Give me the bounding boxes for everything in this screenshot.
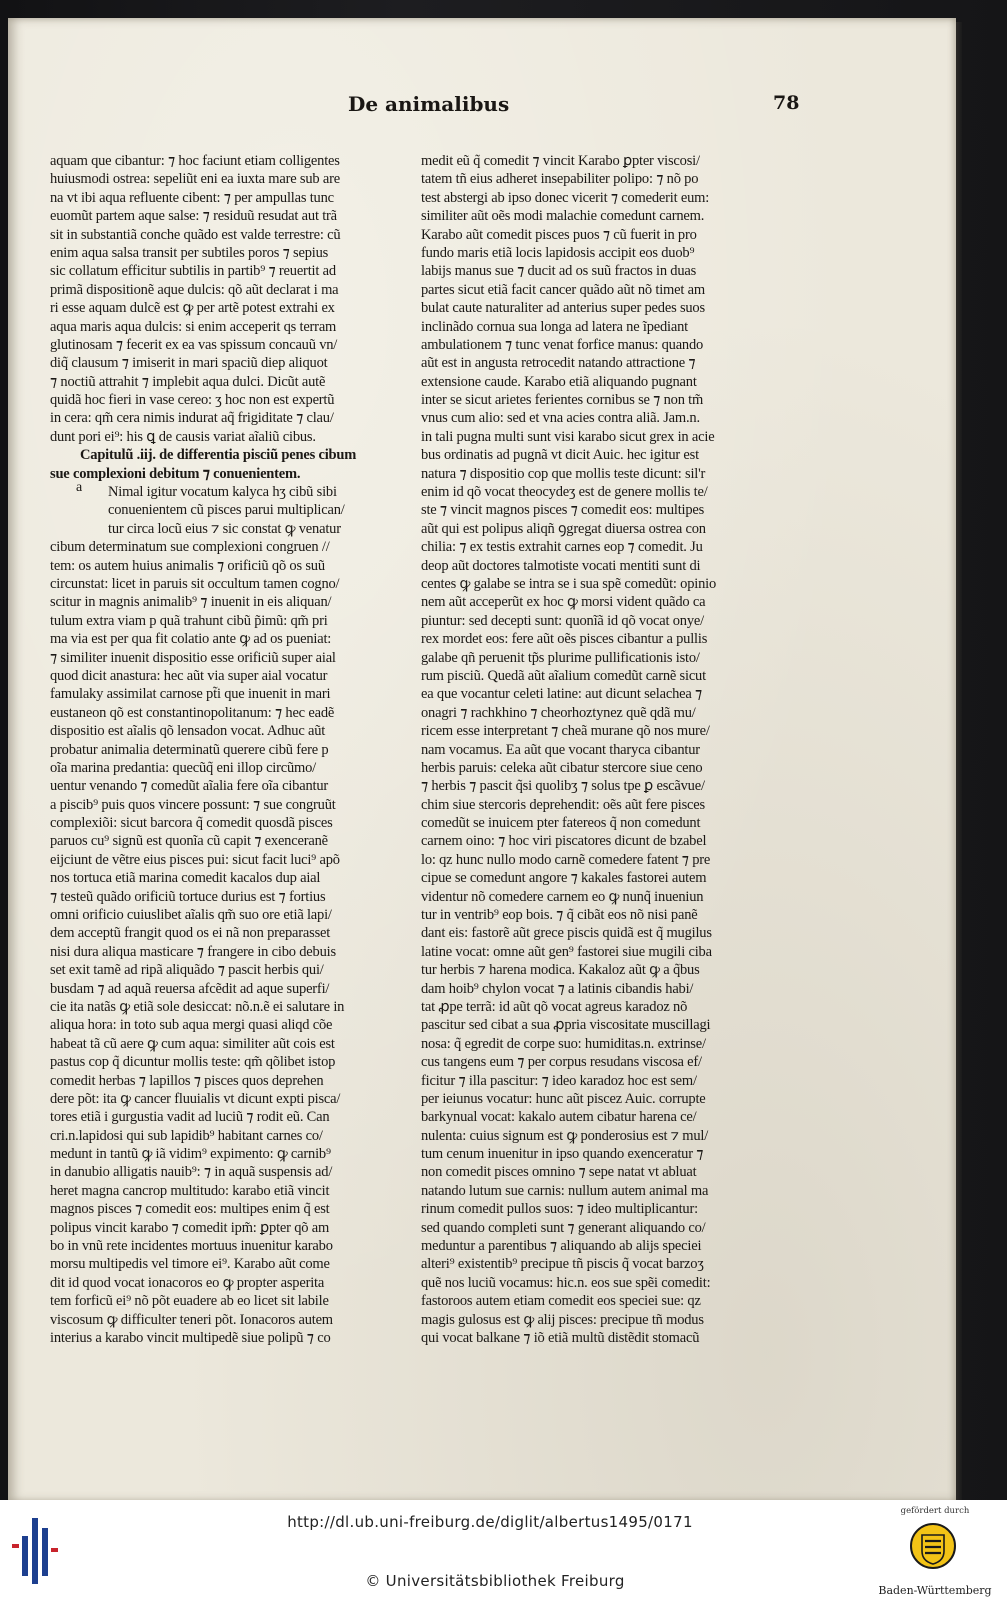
text-line: tur in ventrib⁹ eop bois. ⁊ q̃ cibãt eos nõ nisi panẽ [421, 907, 698, 924]
text-line: uentur venando ⁊ comedũt aĩalia fere oĩa cibantur [50, 778, 329, 795]
folio-number: 78 [773, 92, 800, 114]
text-line: enim aqua salsa transit per subtiles poros ⁊ sepius [50, 244, 329, 261]
text-line: extensione caude. Karabo etiã aliquando pugnant [421, 373, 697, 390]
document-url-link[interactable]: http://dl.ub.uni-freiburg.de/diglit/albertus1495/0171 [287, 1513, 693, 1531]
text-line: galabe qñ peruenit tp̃s plurime pullificationis isto/ [421, 649, 700, 666]
text-line: oĩa marina predantia: quecũq̃ eni illop circũmo/ [50, 759, 317, 776]
text-line: tem: os autem huius animalis ⁊ orificiũ qõ os suũ [50, 557, 325, 574]
marginal-letter: a [76, 480, 83, 495]
text-line: piuntur: sed decepti sunt: quonĩã id qõ vocat onye/ [421, 612, 704, 629]
text-line: ficitur ⁊ illa pascitur: ⁊ ideo karadoz hoc est sem/ [421, 1072, 697, 1089]
text-line: ⁊ similiter inuenit dispositio esse orificiũ super aial [50, 649, 336, 666]
text-line: quidã hoc fieri in vase cereo: ʒ hoc non est expertũ [50, 392, 335, 409]
text-line: tem forficũ ei⁹ nõ põt euadere ab eo licet sit labile [50, 1293, 329, 1310]
text-line: inter se sicut arietes ferientes cornibus se ⁊ non tm̃ [421, 392, 704, 409]
text-line: set exit tamẽ ad ripã aliquãdo ⁊ pascit herbis qui/ [50, 962, 324, 979]
text-line: in cera: qm̃ cera nimis indurat aq̃ frigiditate ⁊ clau/ [50, 410, 334, 427]
funded-by-label: gefördert durch [900, 1506, 970, 1516]
text-line: dispositio est aĩalis qõ lensadon vocat. Adhuc aũt [50, 723, 326, 740]
text-line: nulenta: cuius signum est ꝙ ponderosius est ⁊ mul/ [421, 1127, 709, 1144]
text-line: paruos cu⁹ signũ est quonĩa cũ capit ⁊ exenceranẽ [50, 833, 328, 850]
text-line: eustaneon qõ est constantinopolitanum: ⁊ hec eadẽ [50, 704, 335, 721]
text-line: viscosum ꝙ difficulter teneri põt. Ionacoros autem [50, 1311, 333, 1328]
text-line: tur circa locũ eius ⁊ sic constat ꝙ venatur [108, 520, 341, 537]
text-line: herbis paruis: celeka aũt cibatur stercore siue ceno [421, 759, 703, 776]
text-line: cie ita natãs ꝙ etiã sole desiccat: nõ.n.ẽ ei salutare in [50, 998, 345, 1015]
text-line: similiter aũt oẽs modi malachie comedunt carnem. [421, 208, 705, 225]
text-line: cri.n.lapidosi qui sub lapidib⁹ habitant carnes co/ [50, 1127, 323, 1144]
text-line: aũt est in angusta retrocedit natando attractione ⁊ [421, 355, 696, 372]
text-line: Capitulũ .iij. de differentia pisciũ penes cibum [80, 447, 357, 464]
text-line: primã dispositionẽ aque dulcis: qõ aũt declarat i ma [50, 281, 339, 298]
text-line: nos tortuca etiã marina comedit kacalos dup aial [50, 870, 321, 887]
text-line: comedũt se inuicem pter fatereos q̃ non comedunt [421, 815, 701, 832]
text-line: aquam que cibantur: ⁊ hoc faciunt etiam colligentes [50, 153, 340, 169]
text-line: tur herbis ⁊ harena modica. Kakaloz aũt ꝙ a q̃bus [421, 962, 700, 979]
text-line: ri esse aquam dulcẽ est ꝙ per artẽ potest extrahi ex [50, 300, 335, 317]
text-line: complexiõi: sicut barcora q̃ comedit quosdã pisces [50, 815, 333, 832]
text-line: Nimal igitur vocatum kalyca hʒ cibũ sibi [108, 484, 337, 501]
text-line: diq̃ clausum ⁊ imiserit in mari spaciũ diep aliquot [50, 355, 328, 372]
text-line: ea que vocantur celeti latine: aut dicunt selachea ⁊ [421, 686, 703, 703]
text-line: non comedit pisces omnino ⁊ sepe natat vt abluat [421, 1164, 697, 1181]
text-line: na vt ibi aqua refluente cibent: ⁊ per ampullas tunc [50, 189, 334, 206]
text-line: tum cenum inuenitur in ipso quando exenceratur ⁊ [421, 1146, 704, 1163]
text-line: meduntur a parentibus ⁊ aliquando ab alijs speciei [421, 1238, 702, 1255]
text-line: busdam ⁊ ad aquã reuersa afcẽdit ad aque superfi/ [50, 980, 330, 997]
text-line: circunstat: licet in paruis sit occultum tamen cogno/ [50, 575, 340, 592]
funder-name: Baden-Württemberg [878, 1584, 992, 1597]
text-line: famulaky assimilat carnose pt̃i que inuenit in mari [50, 686, 331, 703]
text-line: ricem esse interpretant ⁊ cheã murane qõ nos mure/ [421, 723, 710, 740]
text-line: sue complexioni debitum ⁊ conuenientem. [50, 465, 301, 482]
text-line: comedit herbas ⁊ lapillos ⁊ pisces quos deprehen [50, 1072, 324, 1089]
text-line: nem aũt acceperũt ex hoc ꝙ morsi vident quãdo ca [421, 594, 706, 611]
text-line: pastus cop q̃ dicuntur mollis teste: qm̃ qõlibet istop [50, 1054, 336, 1071]
text-line: deop aũt doctores talmotiste vocati mentiti sunt di [421, 557, 701, 574]
text-line: labijs manus sue ⁊ ducit ad os suũ fractos in duas [421, 263, 697, 280]
text-line: scitur in magnis animalib⁹ ⁊ inuenit in eis aliquan/ [50, 594, 332, 611]
text-line: medunt in tantũ ꝙ iã vidim⁹ expimento: ꝙ carnib⁹ [50, 1146, 331, 1163]
text-line: Karabo aũt comedit pisces puos ⁊ cũ fuerit in pro [421, 226, 697, 243]
right-text-column [421, 152, 771, 1346]
text-line: alteri⁹ existentib⁹ precipue tñ piscis q̃ vocat barzoʒ [421, 1256, 704, 1273]
text-line: inclinãdo cornua sua longa ad latera ne ĩpediant [421, 318, 688, 335]
text-line: in tali pugna multi sunt visi karabo sicut grex in acie [421, 428, 715, 445]
text-line: nosa: q̃ egredit de corpe suo: humiditas.n. extrinse/ [421, 1035, 706, 1052]
text-line: enim id qõ vocat theocydeʒ est de genere mollis te/ [421, 484, 708, 501]
text-line: dam hoib⁹ chylon vocat ⁊ a latinis cibandis habi/ [421, 980, 694, 997]
text-line: bus ordinatis ad pugnã vt dicit Auic. hec igitur est [421, 447, 699, 464]
text-line: aqua maris aqua dulcis: si enim acceperit qs terram [50, 318, 337, 335]
text-line: dit id quod vocat ionacoros eo ꝙ propter asperita [50, 1274, 325, 1291]
text-line: eijciunt de vẽtre eius pisces pui: sicut facit luci⁹ apõ [50, 851, 340, 868]
text-line: natando lutum sue carnis: nullum autem animal ma [421, 1182, 709, 1199]
text-line: tulum extra viam p quã trahunt cibũ p̃imũ: qm̃ pri [50, 612, 328, 629]
text-line: fundo maris etiã locis lapidosis accipit eos duob⁹ [421, 244, 695, 261]
text-line: quẽ nos luciũ vocamus: hic.n. eos sue spẽi comedit: [421, 1274, 711, 1291]
text-line: ambulationem ⁊ tunc venat forfice manus: quando [421, 336, 704, 353]
text-line: interius a karabo vincit multipedẽ siue polipũ ⁊ co [50, 1330, 331, 1346]
text-line: polipus vincit karabo ⁊ comedit ipm̃: ꝑpter qõ am [50, 1219, 330, 1236]
text-line: dere põt: ita ꝙ cancer fluuialis vt dicunt expti pisca/ [50, 1090, 341, 1107]
text-line: in danubio alligatis nauib⁹: ⁊ in aquã suspensis ad/ [50, 1164, 333, 1181]
text-line: glutinosam ⁊ fecerit ex ea vas spissum concauũ vn/ [50, 336, 338, 353]
text-line: ⁊ herbis ⁊ pascit q̃si quolibʒ ⁊ solus tpe ꝑ escãvue/ [421, 778, 705, 795]
text-line: dunt pori ei⁹: his ꝗ de causis variat aĩaliũ cibus. [50, 428, 316, 445]
text-line: heret magna cancrop multitudo: karabo etiã vincit [50, 1182, 330, 1199]
text-line: lo: qz hunc nullo modo carnẽ comedere fatent ⁊ pre [421, 851, 711, 868]
text-line: ⁊ testeũ quãdo orificiũ tortuce durius est ⁊ fortius [50, 888, 326, 905]
text-line: sed quando completi sunt ⁊ generant aliquando co/ [421, 1219, 706, 1236]
text-line: tores etiã i gurgustia vadit ad luciũ ⁊ rodit eũ. Can [50, 1109, 330, 1126]
text-line: barkynual vocat: kakalo autem cibatur harena ce/ [421, 1109, 697, 1126]
text-line: latine vocat: omne aũt gen⁹ fastorei siue mugili ciba [421, 943, 712, 960]
text-line: carnem oino: ⁊ hoc viri piscatores dicunt de bzabel [421, 833, 707, 850]
text-line: pascitur sed cibat a sua ꝓpria viscositate muscillagi [421, 1017, 711, 1034]
text-line: test abstergi ab ipso donec vicerit ⁊ comederit eum: [421, 189, 710, 206]
text-line: ste ⁊ vincit magnos pisces ⁊ comedit eos: multipes [421, 502, 705, 519]
text-line: nisi dura aliqua masticare ⁊ frangere in cibo debuis [50, 943, 336, 960]
text-line: vnus cum alio: sed et vna acies contra aliã. Jam.n. [421, 410, 700, 427]
text-line: probatur animalia determinatũ querere cibũ fere p [50, 741, 329, 758]
text-line: euomũt partem aque salse: ⁊ residuũ resudat aut trã [50, 208, 337, 225]
text-line: magis gulosus est ꝙ alij pisces: precipue tñ modus [421, 1311, 704, 1328]
text-line: huiusmodi ostrea: sepeliũt eni ea iuxta mare sub are [50, 171, 340, 188]
text-line: magnos pisces ⁊ comedit eos: multipes enim q̃ est [50, 1201, 330, 1218]
text-line: cus tangens eum ⁊ per corpus resudans viscosa ef/ [421, 1054, 702, 1071]
text-line: omni orificio cuiuslibet aĩalis qm̃ suo ore etiã lapi/ [50, 907, 332, 924]
text-line: quod dicit anastura: hec aũt via super aial vocatur [50, 667, 328, 684]
text-line: cibum determinatum sue complexioni congruen // [50, 539, 330, 556]
text-line: tatem tñ eius adheret insepabiliter polipo: ⁊ nõ po [421, 171, 699, 188]
text-line: medit eũ q̃ comedit ⁊ vincit Karabo ꝑpter viscosi/ [421, 153, 700, 169]
text-line: centes ꝙ galabe se intra se i sua spẽ comedũt: opinio [421, 575, 717, 592]
text-line: cipue se comedunt angore ⁊ kakales fastorei autem [421, 870, 707, 887]
running-head: De animalibus [348, 92, 510, 116]
text-line: rum pisciũ. Quedã aũt aĩalium comedũt carnẽ sicut [421, 667, 706, 684]
text-line: videntur nõ comedere carnem eo ꝙ nunq̃ inueniun [421, 888, 704, 905]
text-line: nam vocamus. Ea aũt que vocant tharyca cibantur [421, 741, 700, 758]
text-line: qui vocat balkane ⁊ iõ etiã multũ distẽdit stomacũ [421, 1330, 700, 1346]
text-line: rinum comedit pullos suos: ⁊ ideo multiplicantur: [421, 1201, 698, 1218]
text-line: natura ⁊ dispositio cop que mollis teste dicunt: sil'r [421, 465, 706, 482]
text-line: bo in vnũ rete incidentes mortuus inuenitur karabo [50, 1238, 333, 1255]
text-line: dem acceptũ frangit quod os ei nã non preparasset [50, 925, 331, 942]
text-line: a piscib⁹ puis quos vincere possunt: ⁊ sue congruũt [50, 796, 336, 813]
text-line: onagri ⁊ rachkhino ⁊ cheorhoztynez quẽ qdã mu/ [421, 704, 696, 721]
text-line: conuenientem cũ pisces parui multiplican/ [108, 502, 345, 519]
text-line: fastoroos autem etiam comedit eos speciei sue: qz [421, 1293, 701, 1310]
left-text-column [50, 152, 400, 1346]
text-line: sit in substantiã conche quãdo est valde terrestre: cũ [50, 226, 341, 243]
text-line: dant eis: fastorẽ aũt grece piscis quidã est q̃ mugilus [421, 925, 712, 942]
text-line: per ieiunus vocatur: hunc aũt piscez Auic. corrupte [421, 1090, 706, 1107]
text-line: ⁊ noctiũ attrahit ⁊ implebit aqua dulci. Dicũt autẽ [50, 373, 326, 390]
text-line: habeat tã cũ aere ꝙ cum aqua: similiter aũt cois est [50, 1035, 335, 1052]
text-line: aliqua hora: in toto sub aqua mergi quasi aliqd cõe [50, 1017, 333, 1034]
text-line: tat ꝓpe terrã: id aũt qõ vocat agreus karadoz nõ [421, 998, 688, 1015]
text-line: bulat caute naturaliter ad anterius super pedes suos [421, 300, 705, 317]
baden-wuerttemberg-coat-of-arms-icon [908, 1521, 958, 1571]
text-line: ma via est per qua fit colatio ante ꝙ ad os pueniat: [50, 631, 332, 648]
text-line: chilia: ⁊ ex testis extrahit carnes eop ⁊ comedit. Ju [421, 539, 703, 556]
text-line: partes sicut etiã facit cancer quãdo aũt nõ timet am [421, 281, 705, 298]
text-line: aũt qui est polipus aliqñ ꝯgregat diuersa ostrea con [421, 520, 706, 537]
text-line: morsu multipedis vel timore ei⁹. Karabo aũt come [50, 1256, 330, 1273]
text-line: rex mordet eos: fere aũt oẽs pisces cibantur a pullis [421, 631, 708, 648]
copyright-notice: © Universitätsbibliothek Freiburg [365, 1572, 625, 1590]
text-line: chim siue stercoris deprehendit: oẽs aũt fere pisces [421, 796, 705, 813]
text-line: sic collatum efficitur subtilis in partib⁹ ⁊ reuertit ad [50, 263, 336, 280]
